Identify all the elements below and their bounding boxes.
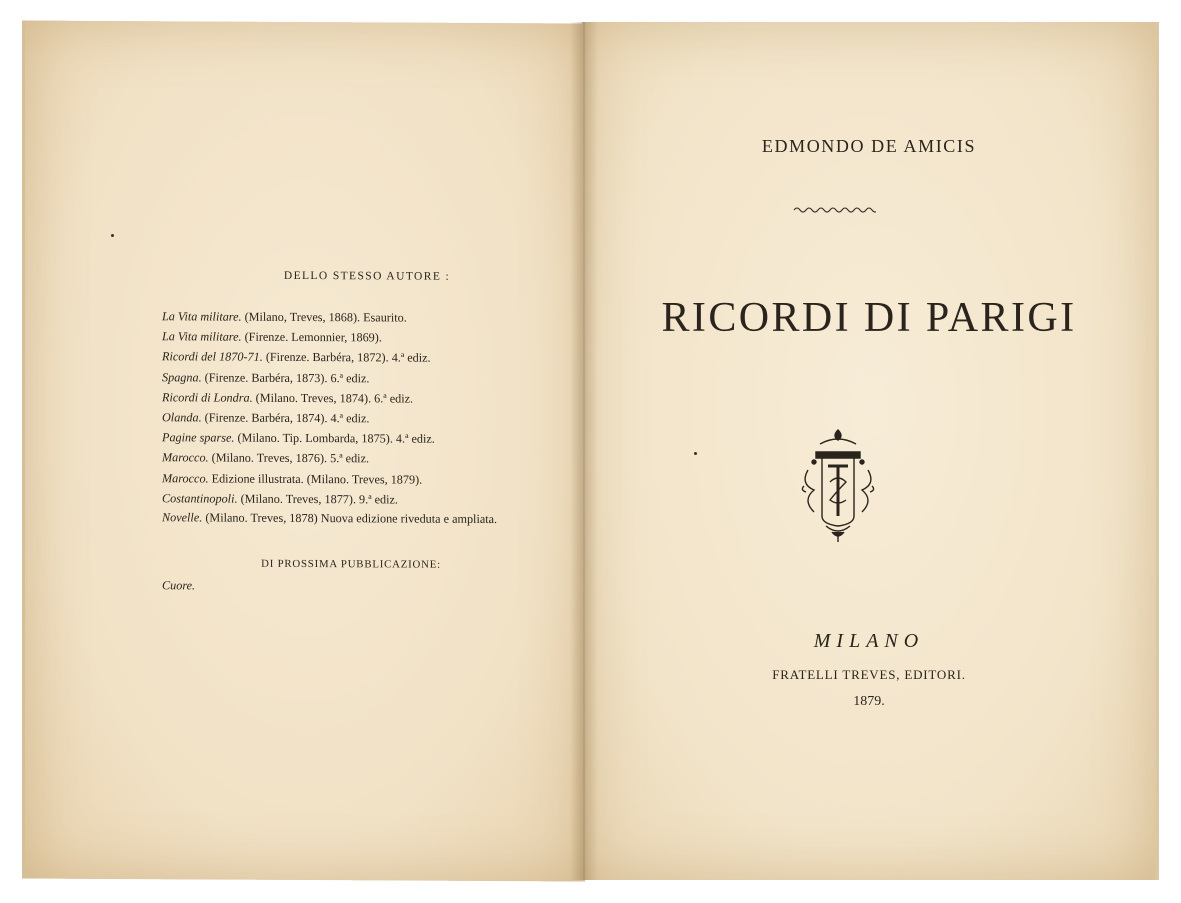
work-details: (Milano. Treves, 1876). 5.ª ediz.: [208, 450, 370, 466]
work-title: Ricordi di Londra.: [162, 390, 253, 405]
open-book: [22, 22, 1154, 880]
ink-speck: [111, 234, 114, 237]
work-title: La Vita militare.: [162, 309, 242, 324]
ink-speck: [694, 452, 697, 455]
forthcoming-title: Cuore.: [162, 578, 196, 593]
work-entry: [162, 427, 527, 449]
work-entry: [162, 387, 527, 409]
work-title: Spagna.: [162, 369, 202, 385]
work-entry: [162, 367, 527, 389]
publisher-monogram-icon: [798, 426, 878, 544]
work-details: (Firenze. Barbéra, 1873). 6.ª ediz.: [201, 370, 370, 385]
author-name: EDMONDO DE AMICIS: [761, 136, 977, 156]
work-entry: [162, 468, 527, 490]
work-entry: [162, 326, 527, 348]
work-title: Novelle.: [162, 510, 203, 525]
work-title: Marocco.: [162, 470, 209, 486]
work-title: Marocco.: [162, 450, 209, 465]
work-details: (Firenze. Barbéra, 1874). 4.ª ediz.: [201, 410, 370, 426]
publication-year: 1879.: [853, 694, 885, 709]
work-title: Costantinopoli.: [162, 491, 238, 506]
book-gutter: [570, 22, 598, 880]
work-details: (Milano, Treves, 1868). Esaurito.: [241, 309, 407, 325]
right-page: [582, 22, 1159, 880]
squiggle-ornament: [792, 204, 876, 216]
work-entry: [162, 347, 527, 369]
work-details: (Firenze. Barbéra, 1872). 4.ª ediz.: [262, 350, 431, 366]
book-title: RICORDI DI PARIGI: [661, 295, 1077, 341]
work-entry: [162, 407, 527, 429]
work-details: (Milano. Tip. Lombarda, 1875). 4.ª ediz.: [234, 430, 435, 446]
publication-city: MILANO: [813, 630, 925, 652]
work-title: Ricordi del 1870-71.: [162, 349, 263, 365]
work-details: (Milano. Treves, 1874). 6.ª ediz.: [252, 390, 414, 406]
forthcoming-heading: DI PROSSIMA PUBBLICAZIONE:: [261, 557, 441, 571]
work-details: (Firenze. Lemonnier, 1869).: [241, 329, 382, 345]
work-details: (Milano. Treves, 1878) Nuova edizione riveduta e ampliata.: [202, 510, 498, 527]
work-title: Olanda.: [162, 410, 202, 425]
work-details: Edizione illustrata. (Milano. Treves, 1879).: [208, 471, 423, 487]
work-entry: [162, 508, 527, 528]
work-entry: [162, 306, 527, 328]
left-page: [22, 21, 585, 882]
work-details: (Milano. Treves, 1877). 9.ª ediz.: [237, 491, 398, 507]
work-entry: [162, 488, 527, 510]
work-entry: [162, 448, 527, 470]
publisher-name: FRATELLI TREVES, EDITORI.: [772, 667, 966, 682]
works-heading: DELLO STESSO AUTORE :: [283, 269, 451, 283]
works-list: [162, 306, 527, 528]
work-title: Pagine sparse.: [162, 430, 235, 445]
work-title: La Vita militare.: [162, 329, 242, 344]
